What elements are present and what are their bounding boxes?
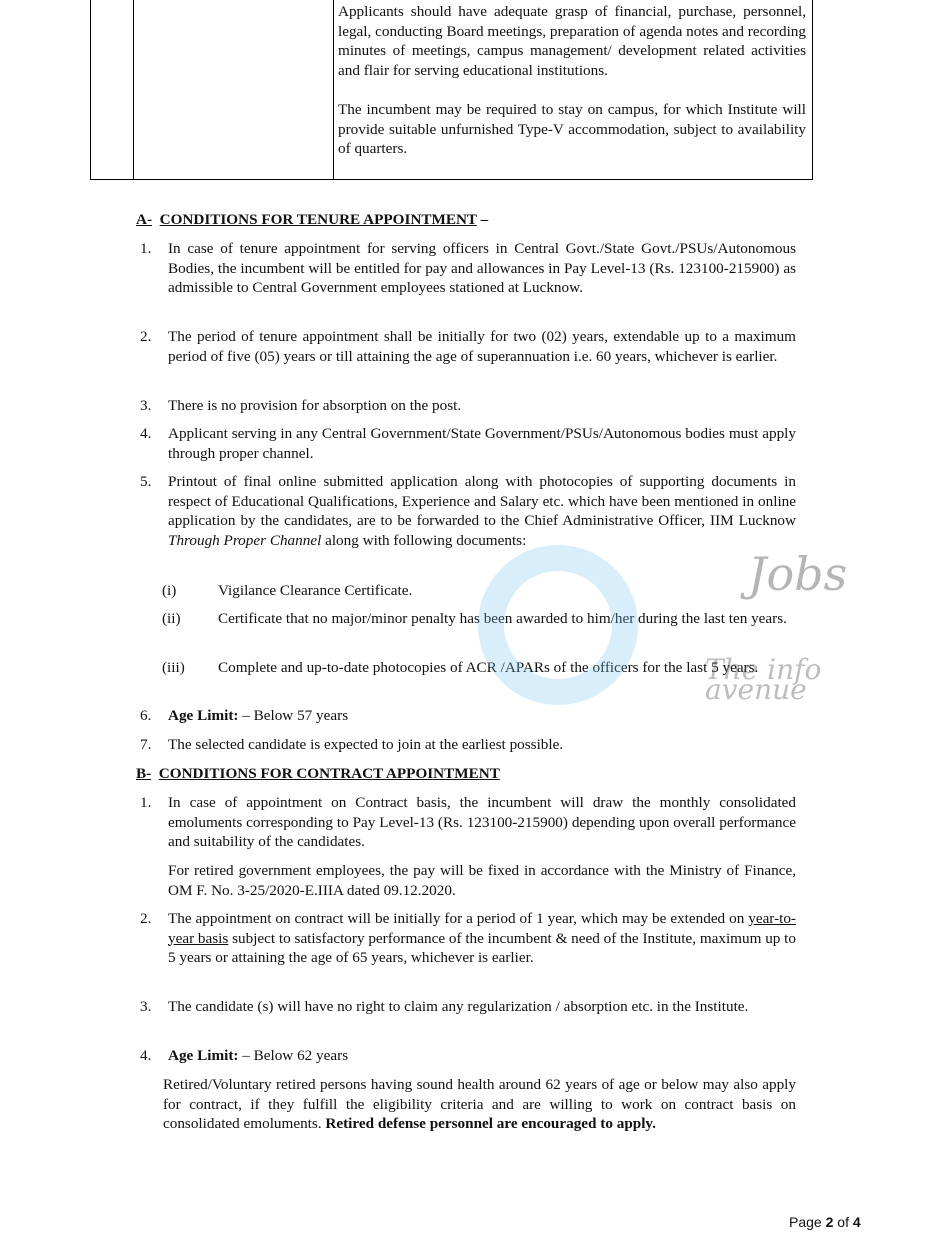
b-item-num: 2. bbox=[140, 910, 152, 927]
b-note-1: For retired government employees, the pay will be fixed in accordance with the Ministry of Finance, OM F. No. 3-25/2020-E.IIIA dated 09.12.2020. bbox=[168, 862, 796, 899]
section-a-letter: A- bbox=[136, 211, 153, 228]
b-item-num: 3. bbox=[140, 998, 152, 1015]
a-age-limit-label: Age Limit: bbox=[168, 707, 239, 724]
a-item-num: 4. bbox=[140, 425, 152, 442]
sub-item-num: (i) bbox=[162, 582, 177, 599]
b-note-2 bbox=[163, 1075, 796, 1134]
b-item-num: 4. bbox=[140, 1047, 152, 1064]
section-a-dash: – bbox=[476, 211, 489, 228]
section-b-letter: B- bbox=[136, 765, 152, 782]
watermark-logo: Jobs bbox=[748, 547, 848, 601]
section-b-title: CONDITIONS FOR CONTRACT APPOINTMENT bbox=[158, 765, 500, 782]
b-item-2-underlined: year-to-year basis bbox=[168, 910, 796, 947]
b-item-3: The candidate (s) will have no right to claim any regularization / absorption etc. in the Institute. bbox=[168, 998, 749, 1015]
watermark-subtitle: The info avenue bbox=[705, 653, 822, 706]
a-item-num: 3. bbox=[140, 397, 152, 414]
table-cell-post bbox=[134, 0, 334, 179]
a-item-num: 5. bbox=[140, 473, 152, 490]
a-item-4: Applicant serving in any Central Government/State Government/PSUs/Autonomous bodies must apply through proper channel. bbox=[168, 425, 796, 462]
table-para-2: The incumbent may be required to stay on campus, for which Institute will provide suitable unfurnished Type-V accommodation, subject to availability of quarters. bbox=[338, 100, 806, 158]
b-note-2-bold: Retired defense personnel are encouraged to apply. bbox=[325, 1115, 656, 1133]
table-para-1: Applicants should have adequate grasp of financial, purchase, personnel, legal, conducting Board meetings, preparation of agenda notes and recording minutes of meetings, campus management/ development related activities and flair for serving educational institutions. bbox=[338, 3, 806, 79]
b-item-num: 1. bbox=[140, 794, 152, 811]
sub-item-num: (ii) bbox=[162, 610, 181, 627]
sub-item-2: Certificate that no major/minor penalty has been awarded to him/her during the last ten years. bbox=[218, 610, 787, 627]
a-item-num: 6. bbox=[140, 707, 152, 724]
a-item-num: 7. bbox=[140, 736, 152, 753]
section-b-heading bbox=[136, 764, 500, 784]
page-number bbox=[789, 1213, 861, 1233]
page-word: Page bbox=[789, 1214, 826, 1230]
a-item-3: There is no provision for absorption on the post. bbox=[168, 397, 462, 414]
a-item-7: The selected candidate is expected to join at the earliest possible. bbox=[168, 736, 564, 753]
a-item-2: The period of tenure appointment shall be initially for two (02) years, extendable up to a maximum period of five (05) years or till attaining the age of superannuation i.e. 60 years, whichever is earlier. bbox=[168, 328, 796, 365]
page-total: 4 bbox=[852, 1214, 861, 1230]
a-item-6 bbox=[168, 706, 796, 726]
a-item-5 bbox=[168, 472, 796, 550]
b-age-limit-value: – Below 62 years bbox=[238, 1047, 349, 1064]
requirements-table bbox=[90, 0, 813, 180]
sub-item-1: Vigilance Clearance Certificate. bbox=[218, 582, 413, 599]
table-cell-requirements bbox=[338, 2, 806, 159]
sub-item-num: (iii) bbox=[162, 659, 185, 676]
b-item-1: In case of appointment on Contract basis, the incumbent will draw the monthly consolidated emoluments corresponding to Pay Level-13 (Rs. 123100-215900) depending upon overall performance and suitability of the candidates. bbox=[168, 794, 796, 851]
page-current: 2 bbox=[825, 1214, 834, 1230]
page-of-word: of bbox=[833, 1214, 853, 1230]
a-item-5-tail: along with following documents: bbox=[321, 531, 527, 549]
b-note-2-text: Retired/Voluntary retired persons having sound health around 62 years of age or below may also apply for contract, if they fulfill the eligibility criteria and are willing to work on contract basis on consolidated emoluments. bbox=[163, 1076, 796, 1133]
a-item-1: In case of tenure appointment for serving officers in Central Govt./State Govt./PSUs/Autonomous Bodies, the incumbent will be entitled for pay and allowances in Pay Level-13 (Rs. 123100-215900) as admissible to Central Government employees stationed at Lucknow. bbox=[168, 240, 796, 297]
a-item-num: 1. bbox=[140, 240, 152, 257]
section-a-title: CONDITIONS FOR TENURE APPOINTMENT bbox=[159, 211, 477, 228]
b-item-2-tail: subject to satisfactory performance of the incumbent & need of the Institute, maximum up to 5 years or attaining the age of 65 years, whichever is earlier. bbox=[168, 929, 796, 967]
a-item-num: 2. bbox=[140, 328, 152, 345]
a-item-5-text: Printout of final online submitted application along with photocopies of supporting documents in respect of Educational Qualifications, Experience and Salary etc. which have been mentioned in online application by the candidates, are to be forwarded to the Chief Administrative Officer, IIM Lucknow bbox=[168, 473, 796, 530]
a-age-limit-value: – Below 57 years bbox=[238, 707, 349, 724]
watermark-ring bbox=[478, 545, 638, 705]
b-item-4 bbox=[168, 1046, 796, 1066]
b-age-limit-label: Age Limit: bbox=[168, 1047, 239, 1064]
sub-item-3: Complete and up-to-date photocopies of ACR /APARs of the officers for the last 5 years. bbox=[218, 659, 759, 676]
section-a-heading bbox=[136, 210, 488, 230]
a-item-5-italic: Through Proper Channel bbox=[168, 531, 322, 549]
table-cell-serial bbox=[91, 0, 134, 179]
b-item-2 bbox=[168, 909, 796, 968]
b-item-2-text: The appointment on contract will be initially for a period of 1 year, which may be extended on bbox=[168, 910, 749, 927]
